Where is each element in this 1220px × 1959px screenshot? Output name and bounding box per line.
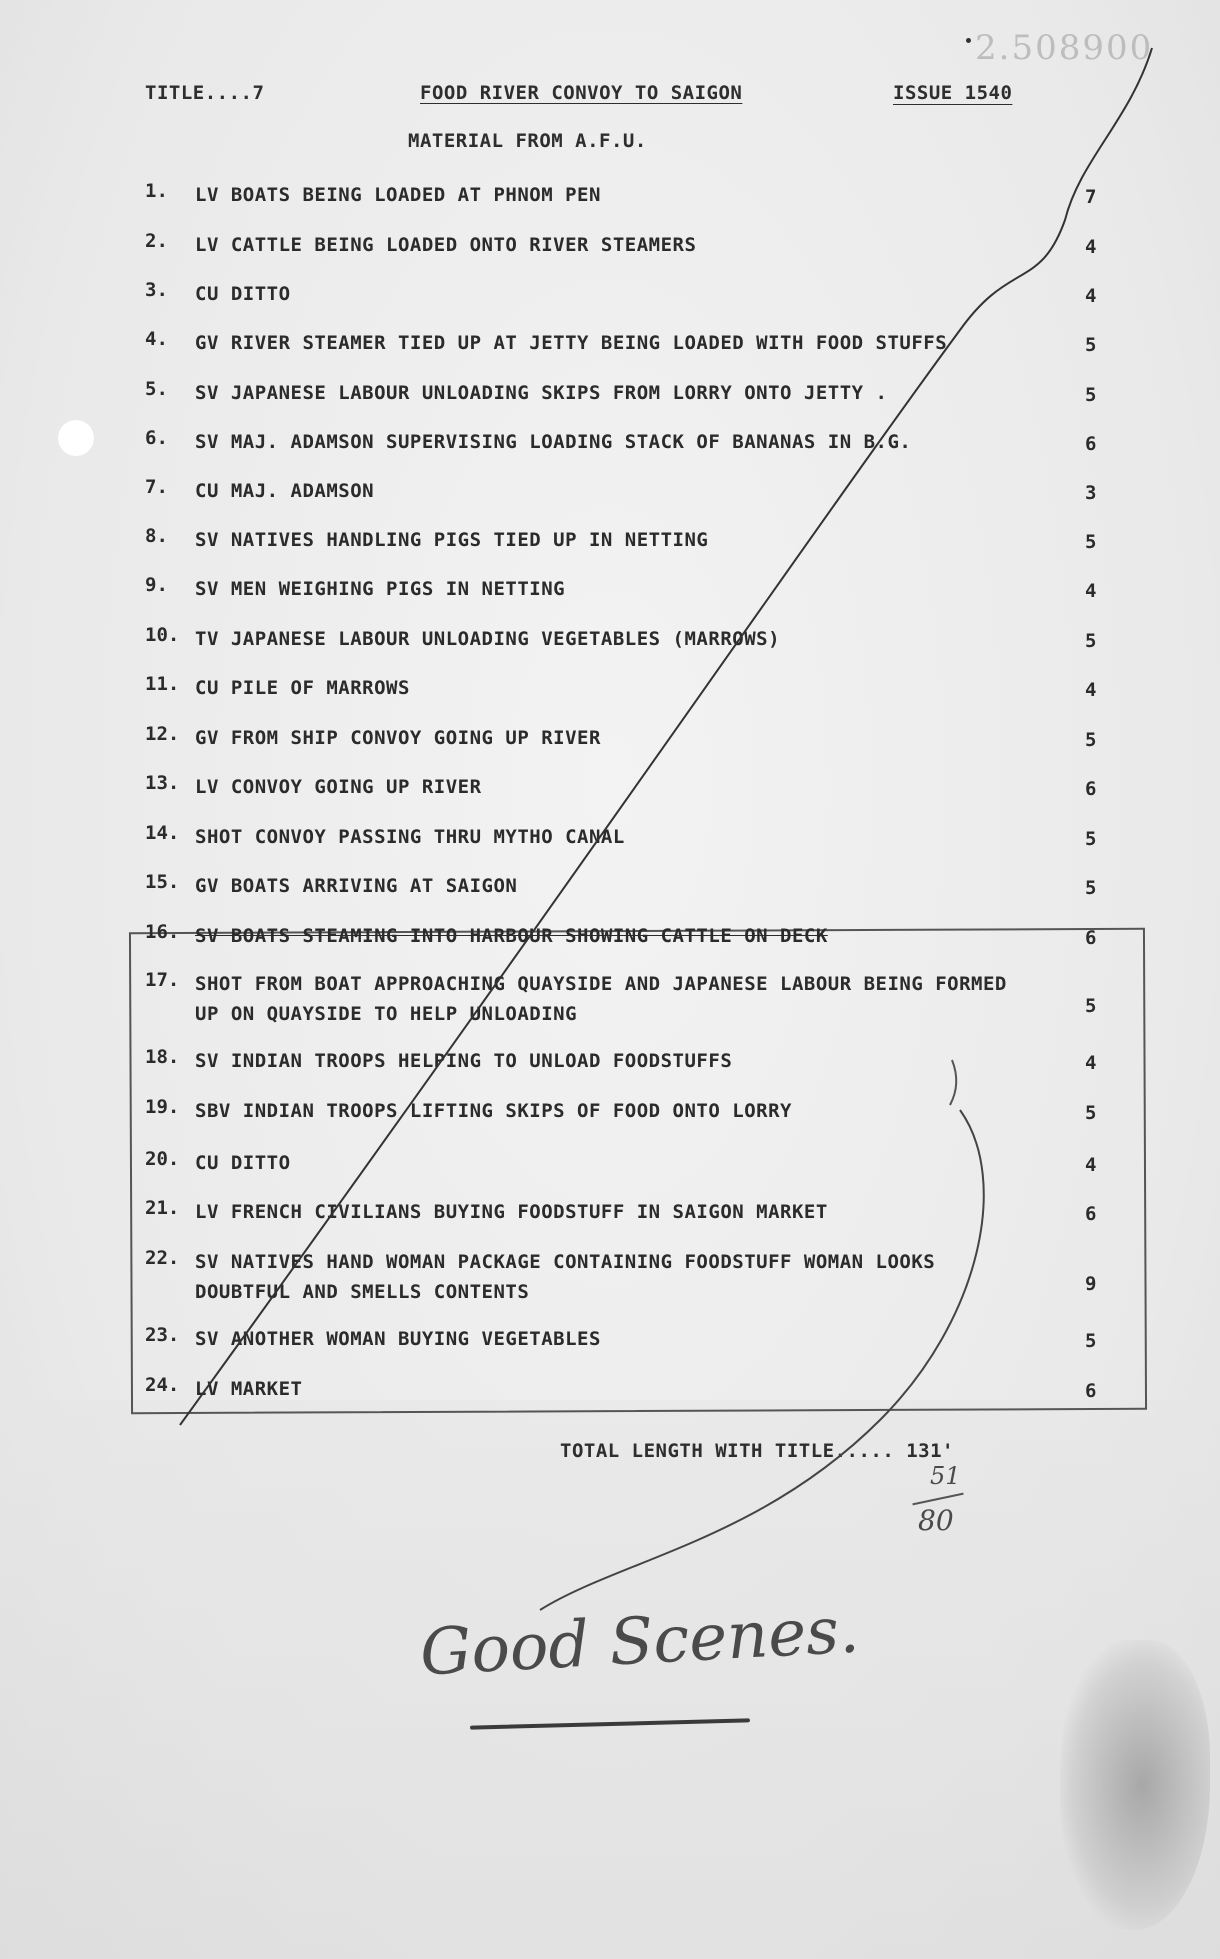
shot-description: CU DITTO (195, 1152, 291, 1174)
shot-description: SV NATIVES HANDLING PIGS TIED UP IN NETTING (195, 529, 709, 551)
shot-row (145, 1247, 1105, 1303)
shot-length: 5 (1085, 828, 1097, 850)
shot-number: 22. (145, 1247, 180, 1269)
material-source: MATERIAL FROM A.F.U. (408, 130, 647, 152)
shot-description: GV FROM SHIP CONVOY GOING UP RIVER (195, 727, 601, 749)
shot-row (145, 921, 1105, 969)
shot-description: SV JAPANESE LABOUR UNLOADING SKIPS FROM LORRY ONTO JETTY . (195, 382, 888, 404)
shot-description: LV CONVOY GOING UP RIVER (195, 776, 482, 798)
shot-row (145, 1197, 1105, 1245)
shot-row (145, 328, 1105, 376)
film-title: FOOD RIVER CONVOY TO SAIGON (420, 82, 743, 104)
total-length: TOTAL LENGTH WITH TITLE..... 131' (560, 1440, 954, 1462)
shot-length: 4 (1085, 236, 1097, 258)
shot-number: 3. (145, 279, 168, 301)
shot-number: 1. (145, 180, 168, 202)
shot-row (145, 673, 1105, 721)
shot-length: 6 (1085, 1203, 1097, 1225)
shot-length: 5 (1085, 384, 1097, 406)
shot-length: 5 (1085, 995, 1097, 1017)
shot-length: 5 (1085, 729, 1097, 751)
shot-length: 4 (1085, 285, 1097, 307)
shot-description: CU MAJ. ADAMSON (195, 480, 375, 502)
shot-length: 6 (1085, 778, 1097, 800)
shot-row (145, 279, 1105, 327)
punch-hole (58, 420, 94, 456)
shot-number: 5. (145, 378, 168, 400)
shot-length: 6 (1085, 433, 1097, 455)
shot-length: 6 (1085, 927, 1097, 949)
shot-row (145, 427, 1105, 475)
shot-length: 4 (1085, 1154, 1097, 1176)
shot-number: 9. (145, 574, 168, 596)
shot-number: 4. (145, 328, 168, 350)
shot-description: SV MAJ. ADAMSON SUPERVISING LOADING STACK OF BANANAS IN B.G. (195, 431, 912, 453)
shot-description: GV BOATS ARRIVING AT SAIGON (195, 875, 518, 897)
shot-number: 21. (145, 1197, 180, 1219)
shot-description: LV BOATS BEING LOADED AT PHNOM PEN (195, 184, 601, 206)
shot-number: 14. (145, 822, 180, 844)
shot-row (145, 180, 1105, 228)
shot-description: TV JAPANESE LABOUR UNLOADING VEGETABLES (MARROWS) (195, 628, 781, 650)
shot-row (145, 1374, 1105, 1422)
shot-length: 6 (1085, 1380, 1097, 1402)
shot-number: 7. (145, 476, 168, 498)
shot-description: SHOT FROM BOAT APPROACHING QUAYSIDE AND JAPANESE LABOUR BEING FORMED UP ON QUAYSIDE TO HELP UNLOADING (195, 973, 1007, 1025)
shot-length: 5 (1085, 334, 1097, 356)
shot-length: 4 (1085, 679, 1097, 701)
shot-number: 6. (145, 427, 168, 449)
shot-length: 5 (1085, 1330, 1097, 1352)
shot-number: 16. (145, 921, 180, 943)
shot-row (145, 969, 1105, 1025)
handwritten-note: Good Scenes. (418, 1593, 861, 1691)
shot-row (145, 1046, 1105, 1094)
shot-number: 8. (145, 525, 168, 547)
shot-row (145, 1148, 1105, 1196)
shot-number: 13. (145, 772, 180, 794)
shot-number: 18. (145, 1046, 180, 1068)
shot-description: SHOT CONVOY PASSING THRU MYTHO CANAL (195, 826, 625, 848)
shot-number: 20. (145, 1148, 180, 1170)
shot-description: SV INDIAN TROOPS HELPING TO UNLOAD FOODSTUFFS (195, 1050, 733, 1072)
shot-description: SV BOATS STEAMING INTO HARBOUR SHOWING CATTLE ON DECK (195, 925, 828, 947)
shot-description: SV ANOTHER WOMAN BUYING VEGETABLES (195, 1328, 601, 1350)
shot-row (145, 574, 1105, 622)
shot-length: 5 (1085, 630, 1097, 652)
water-stain (1060, 1640, 1210, 1930)
shot-length: 5 (1085, 531, 1097, 553)
shot-row (145, 723, 1105, 771)
shot-row (145, 1096, 1105, 1144)
shot-description: LV FRENCH CIVILIANS BUYING FOODSTUFF IN SAIGON MARKET (195, 1201, 828, 1223)
shot-length: 7 (1085, 186, 1097, 208)
shot-row (145, 476, 1105, 524)
ink-dot (966, 38, 971, 43)
shot-length: 4 (1085, 1052, 1097, 1074)
shot-row (145, 230, 1105, 278)
shot-description: SBV INDIAN TROOPS LIFTING SKIPS OF FOOD ONTO LORRY (195, 1100, 792, 1122)
shot-description: SV NATIVES HAND WOMAN PACKAGE CONTAINING FOODSTUFF WOMAN LOOKS DOUBTFUL AND SMELLS CONTENTS (195, 1251, 936, 1303)
shot-row (145, 624, 1105, 672)
shot-number: 10. (145, 624, 180, 646)
shot-length: 9 (1085, 1273, 1097, 1295)
shot-number: 2. (145, 230, 168, 252)
shot-number: 11. (145, 673, 180, 695)
shot-length: 3 (1085, 482, 1097, 504)
shot-row (145, 772, 1105, 820)
shot-length: 5 (1085, 1102, 1097, 1124)
shot-row (145, 1324, 1105, 1372)
shot-description: SV MEN WEIGHING PIGS IN NETTING (195, 578, 566, 600)
shot-number: 15. (145, 871, 180, 893)
shot-number: 17. (145, 969, 180, 991)
shot-row (145, 871, 1105, 919)
shot-description: LV MARKET (195, 1378, 303, 1400)
reference-number: 2.508900 (975, 28, 1154, 68)
shot-row (145, 822, 1105, 870)
shot-description: CU DITTO (195, 283, 291, 305)
shot-number: 23. (145, 1324, 180, 1346)
issue-number: ISSUE 1540 (893, 82, 1013, 104)
shot-description: CU PILE OF MARROWS (195, 677, 410, 699)
shot-number: 19. (145, 1096, 180, 1118)
shot-description: LV CATTLE BEING LOADED ONTO RIVER STEAMERS (195, 234, 697, 256)
shot-row (145, 378, 1105, 426)
shot-length: 4 (1085, 580, 1097, 602)
shot-description: GV RIVER STEAMER TIED UP AT JETTY BEING LOADED WITH FOOD STUFFS (195, 332, 948, 354)
fraction-numerator: 51 (930, 1462, 961, 1490)
shot-row (145, 525, 1105, 573)
title-number: TITLE....7 (145, 82, 265, 104)
shot-number: 24. (145, 1374, 180, 1396)
fraction-denominator: 80 (918, 1504, 954, 1537)
shot-length: 5 (1085, 877, 1097, 899)
shot-number: 12. (145, 723, 180, 745)
